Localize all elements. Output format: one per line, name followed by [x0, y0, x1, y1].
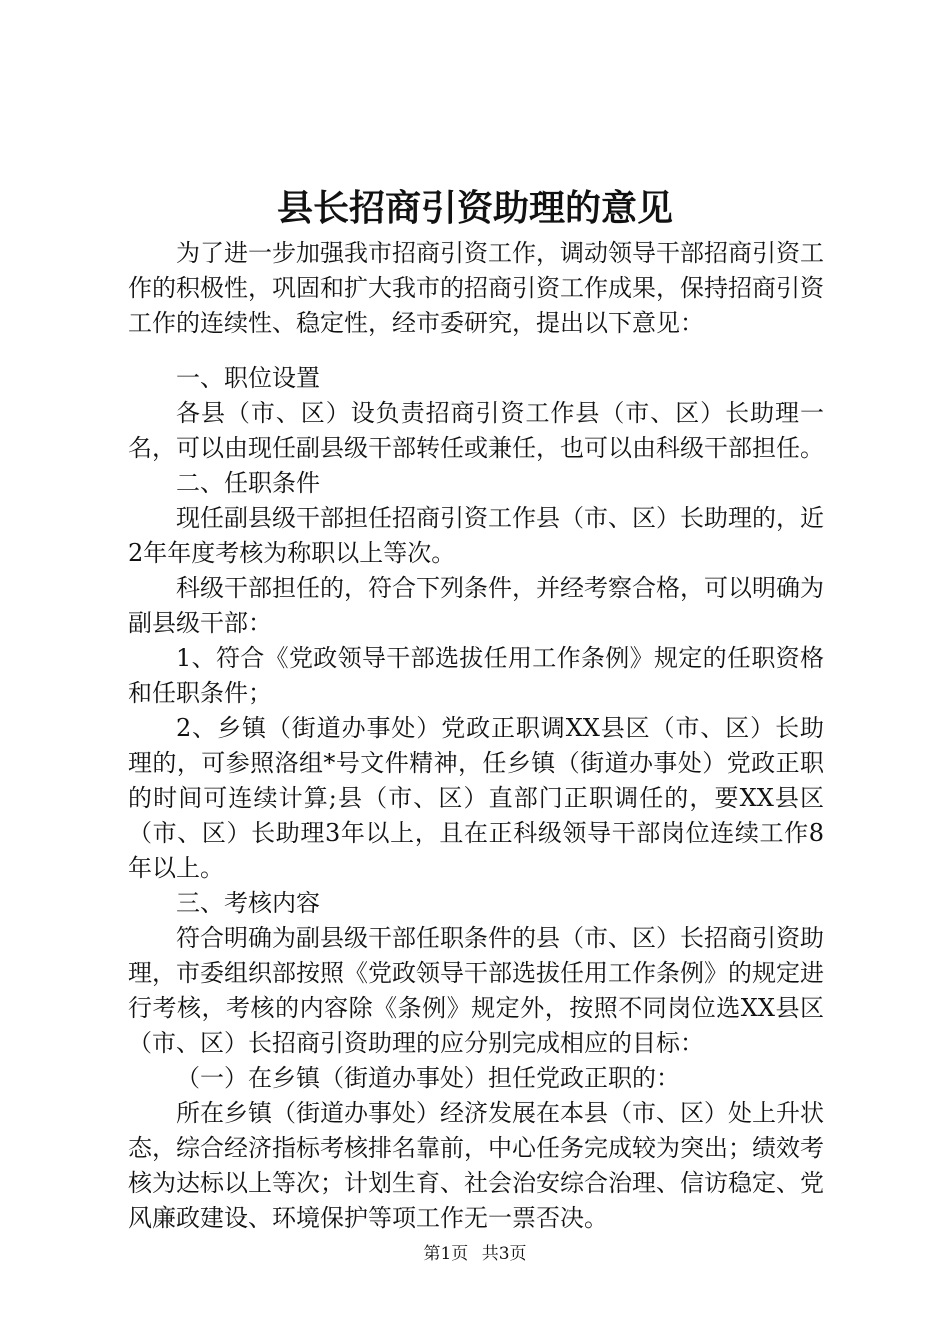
paragraph-township-targets: 所在乡镇（街道办事处）经济发展在本县（市、区）处上升状态，综合经济指标考核排名靠前，中心任务完成较为突出；绩效考核为达标以上等次；计划生育、社会治安综合治理、信访稳定、党风廉政建设、环境保护等项工作无一票否决。 — [128, 1099, 824, 1232]
page-number: 第1页 — [423, 1244, 469, 1264]
section-heading-assessment: 三、考核内容 — [176, 889, 320, 917]
intro-paragraph: 为了进一步加强我市招商引资工作，调动领导干部招商引资工作的积极性，巩固和扩大我市的招商引资工作成果，保持招商引资工作的连续性、稳定性，经市委研究，提出以下意见： — [128, 239, 824, 337]
page-footer — [0, 1242, 950, 1266]
document-body — [128, 236, 824, 1236]
section-heading-position: 一、职位设置 — [176, 364, 320, 392]
paragraph-section-level-conditions: 科级干部担任的，符合下列条件，并经考察合格，可以明确为副县级干部： — [128, 574, 824, 637]
paragraph-assessment-content: 符合明确为副县级干部任职条件的县（市、区）长招商引资助理，市委组织部按照《党政领导干部选拔任用工作条例》的规定进行考核，考核的内容除《条例》规定外，按照不同岗位选XX县区（市、区）长招商引资助理的应分别完成相应的目标： — [128, 924, 824, 1057]
paragraph-deputy-county-conditions: 现任副县级干部担任招商引资工作县（市、区）长助理的，近2年年度考核为称职以上等次。 — [128, 504, 824, 567]
document-title: 县长招商引资助理的意见 — [276, 187, 673, 229]
subsection-heading-township: （一）在乡镇（街道办事处）担任党政正职的： — [176, 1064, 680, 1092]
section-heading-conditions: 二、任职条件 — [176, 469, 320, 497]
paragraph-position-setup: 各县（市、区）设负责招商引资工作县（市、区）长助理一名，可以由现任副县级干部转任或兼任，也可以由科级干部担任。 — [128, 399, 824, 462]
list-item-condition-1: 1、符合《党政领导干部选拔任用工作条例》规定的任职资格和任职条件； — [128, 644, 824, 707]
page-total: 共3页 — [481, 1244, 527, 1264]
list-item-condition-2: 2、乡镇（街道办事处）党政正职调XX县区（市、区）长助理的，可参照洛组*号文件精神，任乡镇（街道办事处）党政正职的时间可连续计算;县（市、区）直部门正职调任的，要XX县区（市、区）长助理3年以上，且在正科级领导干部岗位连续工作8年以上。 — [128, 714, 824, 882]
